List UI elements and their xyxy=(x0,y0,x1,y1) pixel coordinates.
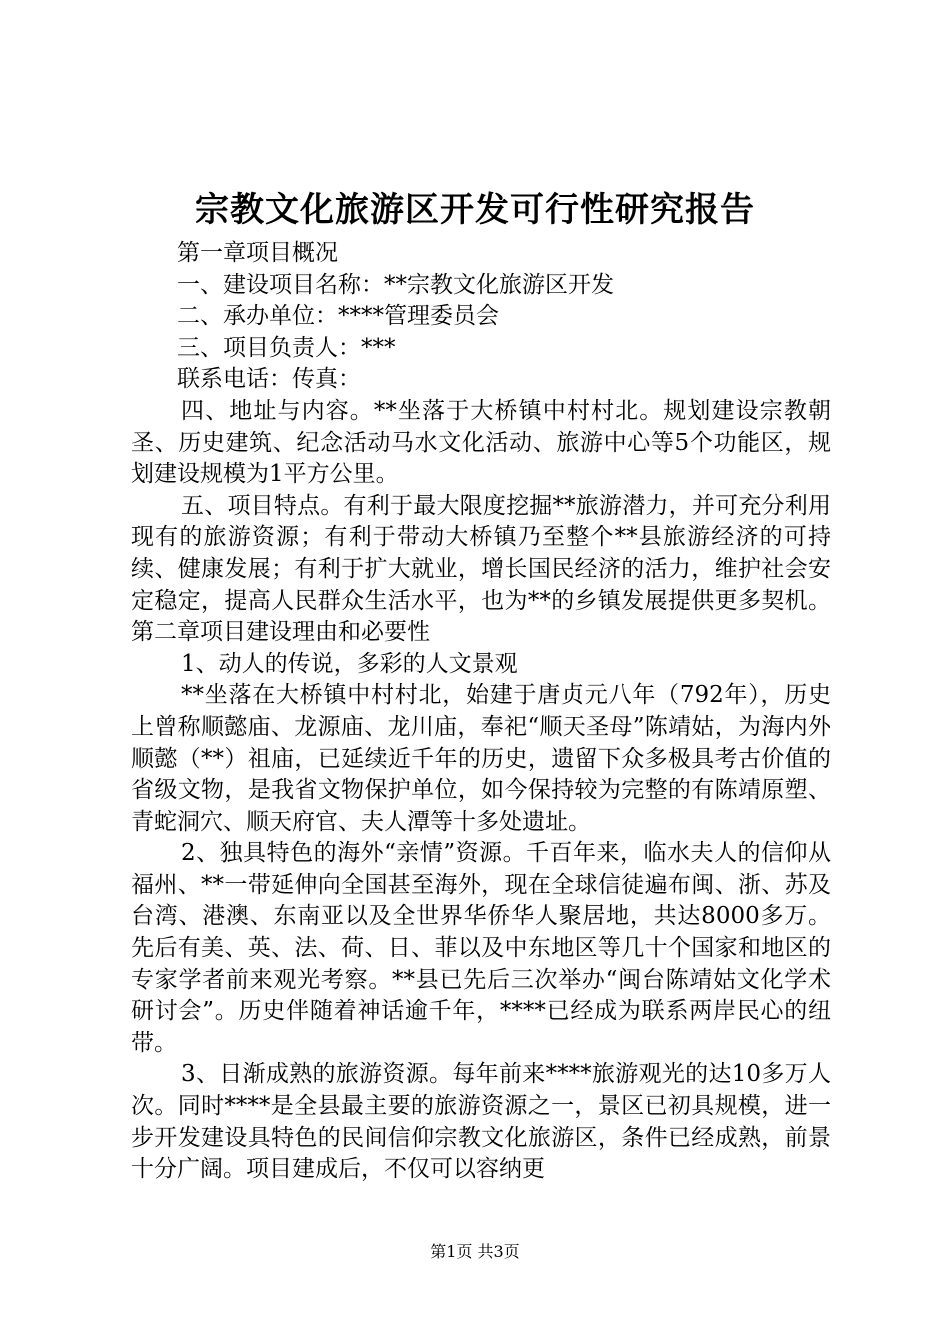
paragraph-project-name: 一、建设项目名称：**宗教文化旅游区开发 xyxy=(177,271,614,298)
paragraph-project-leader: 三、项目负责人：*** xyxy=(177,334,396,361)
paragraph-history: **坐落在大桥镇中村村北，始建于唐贞元八年（792年），历史上曾称顺懿庙、龙源庙、龙川庙，奉祀“顺天圣母”陈靖姑，为海内外顺懿（**）祖庙，已延续近千年的历史，遗留下众多极具考古价值的省级文物，是我省文物保护单位，如今保持较为完整的有陈靖原塑、青蛇洞穴、顺天府官、夫人潭等十多处遗址。 xyxy=(131,682,831,835)
paragraph-project-features: 五、项目特点。有利于最大限度挖掘**旅游潜力，并可充分利用现有的旅游资源；有利于带动大桥镇乃至整个**县旅游经济的可持续、健康发展；有利于扩大就业，增长国民经济的活力，维护社会安定稳定，提高人民群众生活水平，也为**的乡镇发展提供更多契机。第二章项目建设理由和必要性 xyxy=(131,492,831,646)
paragraph-tourism-resources: 3、日渐成熟的旅游资源。每年前来****旅游观光的达10多万人次。同时****是全县最主要的旅游资源之一，景区已初具规模，进一步开发建设具特色的民间信仰宗教文化旅游区，条件已经成熟，前景十分广阔。项目建成后，不仅可以容纳更 xyxy=(131,1061,831,1183)
document-title: 宗教文化旅游区开发可行性研究报告 xyxy=(195,190,755,230)
paragraph-subheading-legends: 1、动人的传说，多彩的人文景观 xyxy=(181,650,518,677)
page-footer: 第1页 共3页 xyxy=(430,1242,520,1261)
paragraph-contact: 联系电话：传真： xyxy=(177,366,361,393)
document-body xyxy=(131,238,831,1186)
paragraph-overseas-resources: 2、独具特色的海外“亲情”资源。千百年来，临水夫人的信仰从福州、**一带延伸向全国甚至海外，现在全球信徒遍布闽、浙、苏及台湾、港澳、东南亚以及全世界华侨华人聚居地，共达8000多万。先后有美、英、法、荷、日、菲以及中东地区等几十个国家和地区的专家学者前来观光考察。**县已先后三次举办“闽台陈靖姑文化学术研讨会”。历史伴随着神话逾千年，****已经成为联系两岸民心的纽带。 xyxy=(131,840,831,1056)
chapter-heading: 第一章项目概况 xyxy=(177,240,338,266)
paragraph-organizer: 二、承办单位：****管理委员会 xyxy=(177,303,499,330)
paragraph-address-content: 四、地址与内容。**坐落于大桥镇中村村北。规划建设宗教朝圣、历史建筑、纪念活动马水文化活动、旅游中心等5个功能区，规划建设规模为1平方公里。 xyxy=(131,397,831,488)
